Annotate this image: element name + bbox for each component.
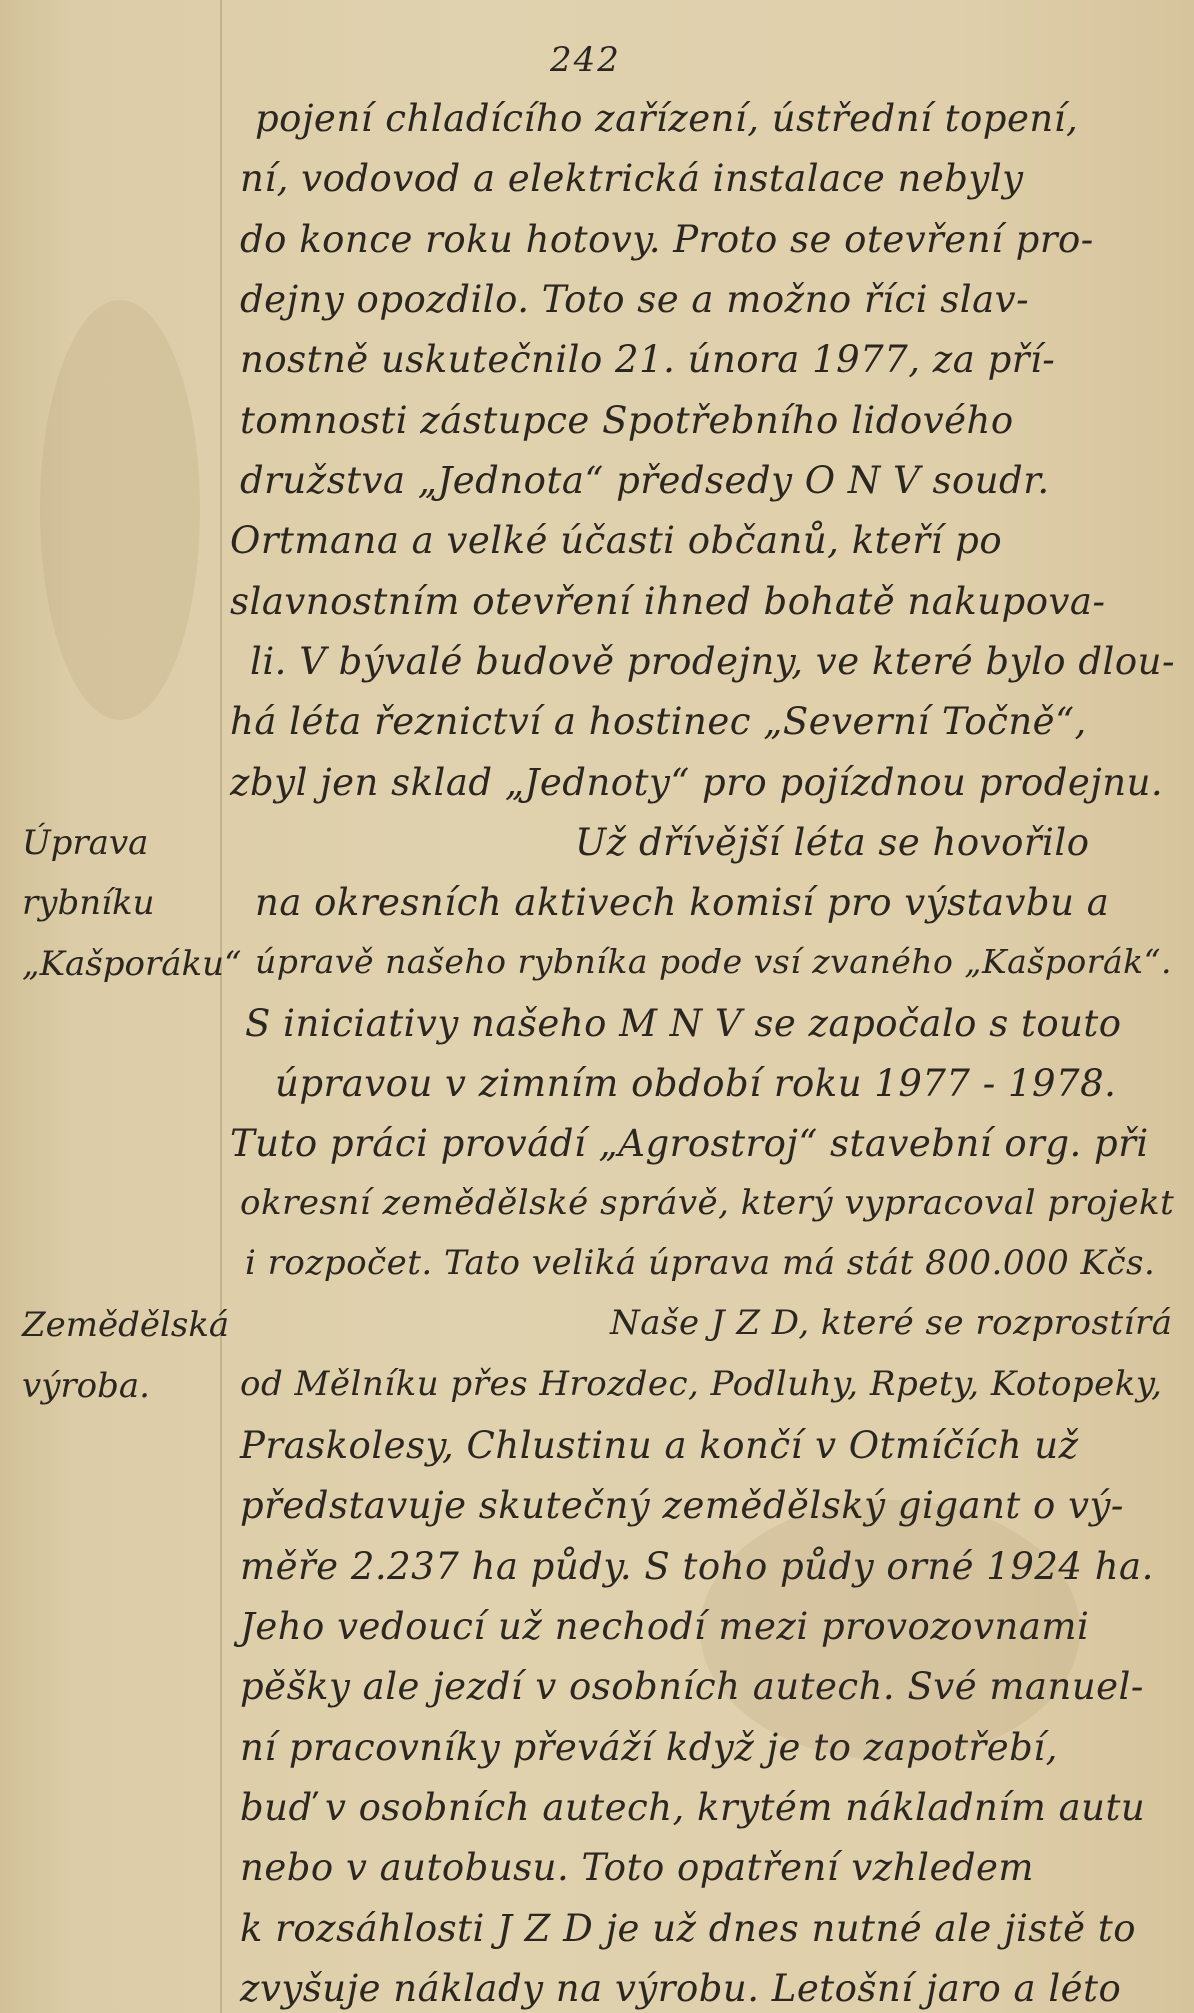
margin-note-line: Úprava <box>22 823 149 863</box>
text-line: S iniciativy našeho M N V se započalo s touto <box>245 1002 1122 1045</box>
text-line: na okresních aktivech komisí pro výstavbu a <box>255 881 1110 924</box>
text-line: Jeho vedoucí už nechodí mezi provozovnami <box>240 1605 1090 1648</box>
margin-note-line: „Kašporáku“ <box>22 944 242 984</box>
paper-stain <box>40 300 200 720</box>
text-line: Naše J Z D, které se rozprostírá <box>610 1303 1173 1343</box>
text-line: dejny opozdilo. Toto se a možno říci slav- <box>240 278 1030 321</box>
text-line: zbyl jen sklad „Jednoty“ pro pojízdnou prodejnu. <box>230 761 1164 804</box>
text-line: Ortmana a velké účasti občanů, kteří po <box>230 519 1003 562</box>
text-line: zvyšuje náklady na výrobu. Letošní jaro a léto <box>240 1967 1122 2010</box>
text-line: tomnosti zástupce Spotřebního lidového <box>240 399 1014 442</box>
text-line: k rozsáhlosti J Z D je už dnes nutné ale jistě to <box>240 1907 1136 1950</box>
text-line: Tuto práci provádí „Agrostroj“ stavební org. při <box>230 1122 1149 1165</box>
text-line: buď v osobních autech, krytém nákladním autu <box>240 1786 1146 1829</box>
text-line: ní pracovníky převáží když je to zapotřebí, <box>240 1726 1058 1769</box>
page-number: 242 <box>550 40 621 80</box>
margin-note-line: Zemědělská <box>22 1305 230 1345</box>
text-line: li. V bývalé budově prodejny, ve které bylo dlou- <box>250 640 1175 683</box>
text-line: há léta řeznictví a hostinec „Severní Točně“, <box>230 700 1087 743</box>
text-line: do konce roku hotovy. Proto se otevření pro- <box>240 218 1094 261</box>
text-line: Už dřívější léta se hovořilo <box>575 821 1090 864</box>
margin-note-line: výroba. <box>22 1366 150 1406</box>
text-line: slavnostním otevření ihned bohatě nakupova- <box>230 580 1106 623</box>
text-line: úpravou v zimním období roku 1977 - 1978. <box>275 1062 1117 1105</box>
text-line: měře 2.237 ha půdy. S toho půdy orné 1924 ha. <box>240 1545 1154 1588</box>
text-line: představuje skutečný zemědělský gigant o vý- <box>240 1484 1124 1527</box>
text-line: úpravě našeho rybníka pode vsí zvaného „Kašporák“. <box>255 942 1173 981</box>
text-line: ní, vodovod a elektrická instalace nebyly <box>240 157 1024 200</box>
text-line: od Mělníku přes Hrozdec, Podluhy, Rpety, Kotopeky, <box>240 1364 1163 1404</box>
text-line: i rozpočet. Tato veliká úprava má stát 800.000 Kčs. <box>245 1243 1156 1283</box>
text-line: okresní zemědělské správě, který vypracoval projekt <box>240 1183 1175 1223</box>
text-line: nostně uskutečnilo 21. února 1977, za pří- <box>240 338 1056 381</box>
text-line: nebo v autobusu. Toto opatření vzhledem <box>240 1846 1035 1889</box>
text-line: Praskolesy, Chlustinu a končí v Otmíčích už <box>240 1424 1079 1467</box>
text-line: družstva „Jednota“ předsedy O N V soudr. <box>240 459 1050 502</box>
margin-rule <box>220 0 222 2013</box>
text-line: pěšky ale jezdí v osobních autech. Své manuel- <box>240 1665 1144 1708</box>
margin-note-line: rybníku <box>22 883 155 923</box>
text-line: pojení chladícího zařízení, ústřední topení, <box>255 97 1079 140</box>
